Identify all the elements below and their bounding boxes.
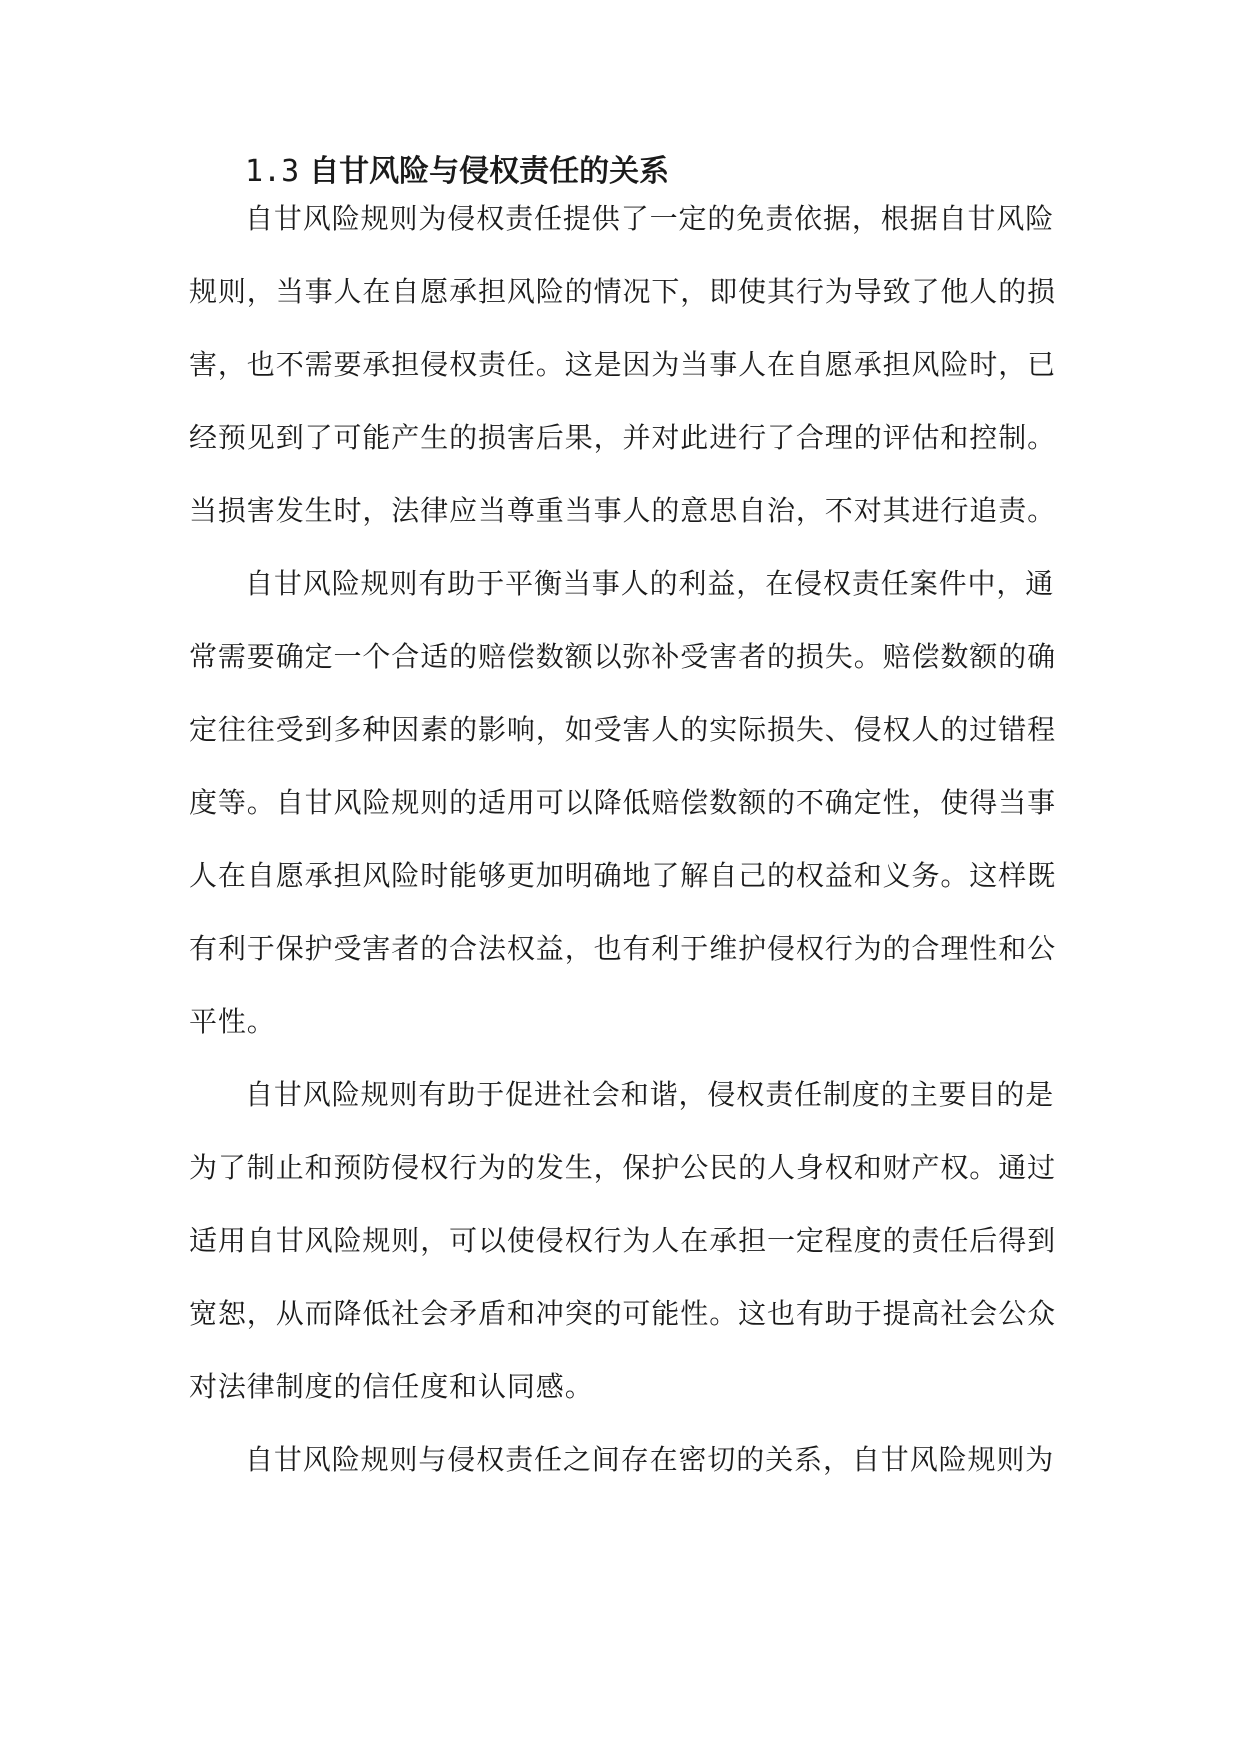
paragraph-2-line-4: 度等。自甘风险规则的适用可以降低赔偿数额的不确定性，使得当事 — [189, 786, 1057, 819]
paragraph-3-line-5: 对法律制度的信任度和认同感。 — [189, 1370, 594, 1403]
paragraph-1-line-3: 害，也不需要承担侵权责任。这是因为当事人在自愿承担风险时，已 — [189, 348, 1057, 381]
paragraph-2-line-6: 有利于保护受害者的合法权益，也有利于维护侵权行为的合理性和公 — [189, 932, 1057, 965]
paragraph-1-line-2: 规则，当事人在自愿承担风险的情况下，即使其行为导致了他人的损 — [189, 275, 1057, 308]
section-title: 自甘风险与侵权责任的关系 — [309, 154, 670, 189]
paragraph-1-line-1: 自甘风险规则为侵权责任提供了一定的免责依据，根据自甘风险 — [245, 202, 1055, 235]
paragraph-3-line-1: 自甘风险规则有助于促进社会和谐，侵权责任制度的主要目的是 — [245, 1078, 1055, 1111]
section-number: 1.3 — [245, 154, 300, 189]
paragraph-3-line-2: 为了制止和预防侵权行为的发生，保护公民的人身权和财产权。通过 — [189, 1151, 1057, 1184]
paragraph-2-line-2: 常需要确定一个合适的赔偿数额以弥补受害者的损失。赔偿数额的确 — [189, 640, 1057, 673]
paragraph-3-line-3: 适用自甘风险规则，可以使侵权行为人在承担一定程度的责任后得到 — [189, 1224, 1057, 1257]
paragraph-1-line-4: 经预见到了可能产生的损害后果，并对此进行了合理的评估和控制。 — [189, 421, 1057, 454]
paragraph-2-line-1: 自甘风险规则有助于平衡当事人的利益，在侵权责任案件中，通 — [245, 567, 1055, 600]
paragraph-4-line-1: 自甘风险规则与侵权责任之间存在密切的关系，自甘风险规则为 — [245, 1443, 1055, 1476]
paragraph-3-line-4: 宽恕，从而降低社会矛盾和冲突的可能性。这也有助于提高社会公众 — [189, 1297, 1057, 1330]
paragraph-2-line-7: 平性。 — [189, 1005, 276, 1038]
paragraph-2-line-5: 人在自愿承担风险时能够更加明确地了解自己的权益和义务。这样既 — [189, 859, 1057, 892]
paragraph-2-line-3: 定往往受到多种因素的影响，如受害人的实际损失、侵权人的过错程 — [189, 713, 1057, 746]
section-heading — [245, 150, 669, 194]
paragraph-1-line-5: 当损害发生时，法律应当尊重当事人的意思自治，不对其进行追责。 — [189, 494, 1057, 527]
